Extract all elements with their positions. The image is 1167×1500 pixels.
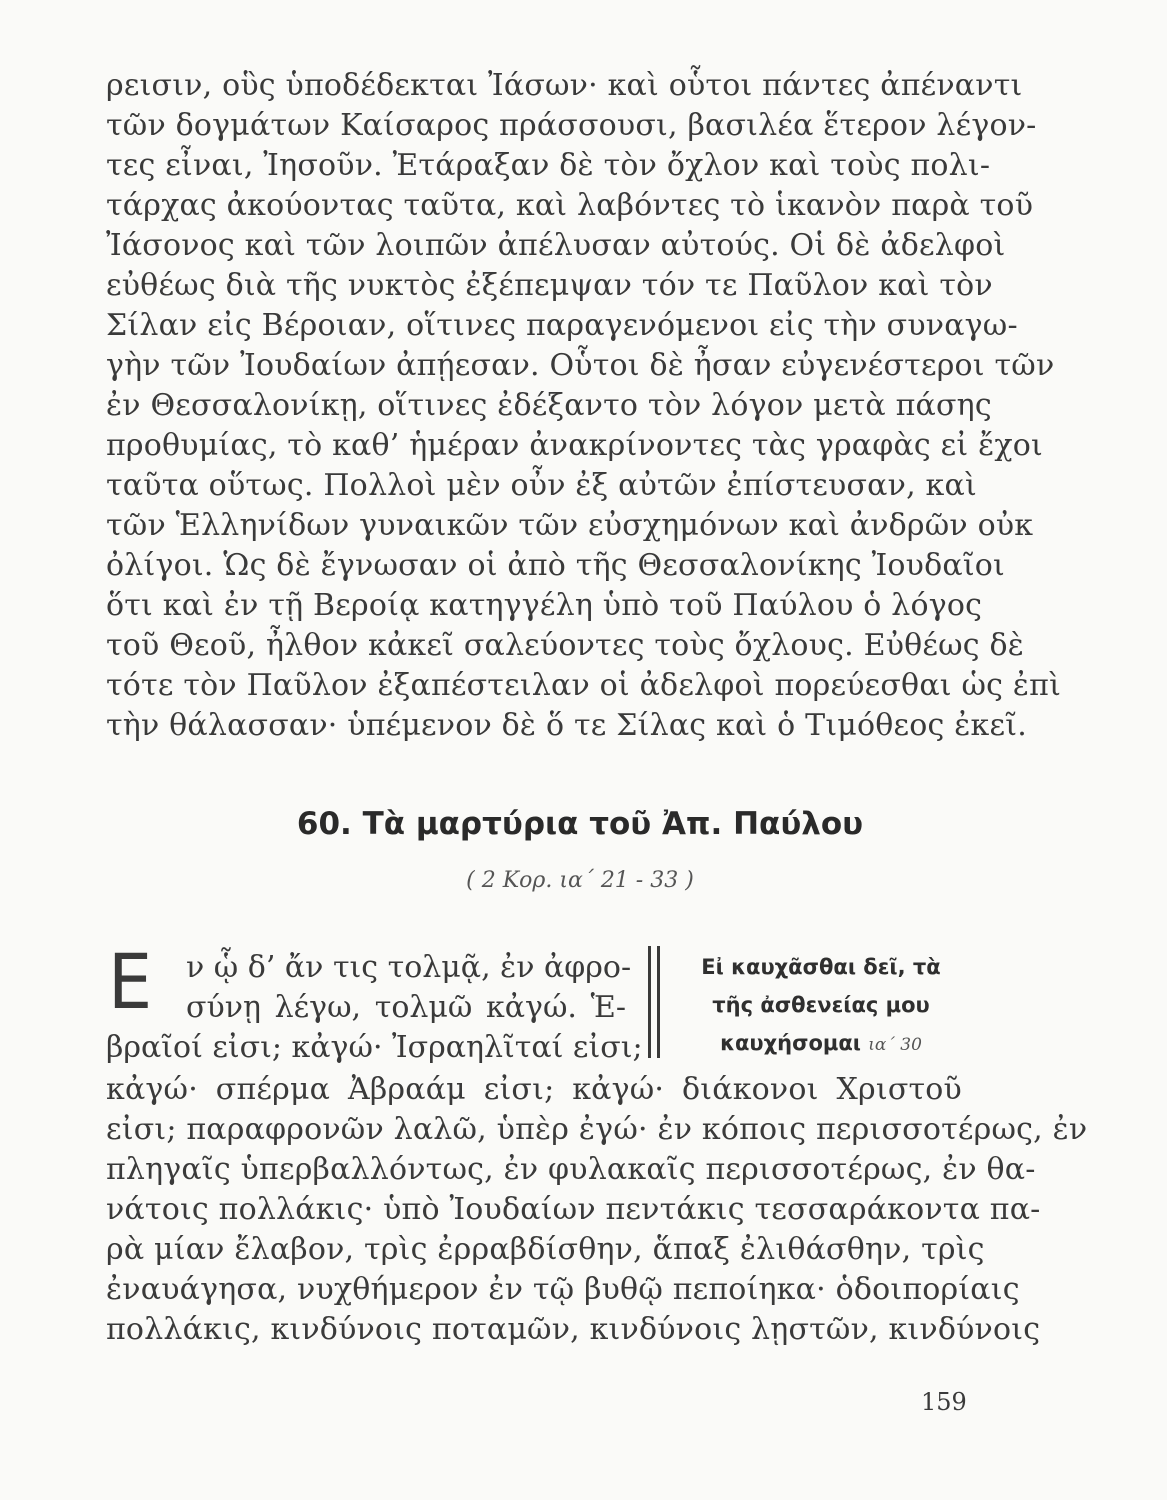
text-line: πολλάκις, κινδύνοις ποταμῶν, κινδύνοις λῃστῶν, κινδύνοις xyxy=(106,1312,1041,1347)
sidenote-line: Εἰ καυχᾶσθαι δεῖ, τὰ xyxy=(701,955,941,979)
sidenote-text: καυχήσομαι xyxy=(720,1031,861,1055)
text-line: κἀγώ· σπέρμα Ἀβραάμ εἰσι; κἀγώ· διάκονοι Χριστοῦ xyxy=(106,1072,962,1107)
page-number: 159 xyxy=(921,1388,967,1416)
text-line: Σίλαν εἰς Βέροιαν, οἵτινες παραγενόμενοι εἰς τὴν συναγω- xyxy=(106,308,1018,343)
text-line: τὴν θάλασσαν· ὑπέμενον δὲ ὅ τε Σίλας καὶ ὁ Τιμόθεος ἐκεῖ. xyxy=(106,708,1027,743)
text-line: ὅτι καὶ ἐν τῇ Βεροίᾳ κατηγγέλη ὑπὸ τοῦ Παύλου ὁ λόγος xyxy=(106,588,983,623)
text-line: προθυμίας, τὸ καθ’ ἡμέραν ἀνακρίνοντες τὰς γραφὰς εἰ ἔχοι xyxy=(106,428,1044,463)
text-line: γὴν τῶν Ἰουδαίων ἀπῄεσαν. Οὗτοι δὲ ἦσαν εὐγενέστεροι τῶν xyxy=(106,348,1055,383)
sidenote-rule xyxy=(648,946,651,1058)
text-line: τοῦ Θεοῦ, ἦλθον κἀκεῖ σαλεύοντες τοὺς ὄχλους. Εὐθέως δὲ xyxy=(106,628,1025,663)
text-line: τῶν Ἑλληνίδων γυναικῶν τῶν εὐσχημόνων καὶ ἀνδρῶν οὐκ xyxy=(106,508,1034,543)
text-line: ἐν Θεσσαλονίκῃ, οἵτινες ἐδέξαντο τὸν λόγον μετὰ πάσης xyxy=(106,388,992,423)
sidenote-rule xyxy=(657,946,660,1058)
scripture-reference: ( 2 Κορ. ια΄ 21 - 33 ) xyxy=(466,868,694,893)
text-line: τῶν δογμάτων Καίσαρος πράσσουσι, βασιλέα ἕτερον λέγον- xyxy=(106,108,1037,143)
text-line: Ἰάσονος καὶ τῶν λοιπῶν ἀπέλυσαν αὐτούς. Οἱ δὲ ἀδελφοὶ xyxy=(106,228,1006,263)
drop-cap: Ε xyxy=(108,937,153,1026)
text-line: τότε τὸν Παῦλον ἐξαπέστειλαν οἱ ἀδελφοὶ πορεύεσθαι ὡς ἐπὶ xyxy=(106,668,1062,703)
text-line: πληγαῖς ὑπερβαλλόντως, ἐν φυλακαῖς περισσοτέρως, ἐν θα- xyxy=(106,1152,1036,1187)
text-line: ταῦτα οὕτως. Πολλοὶ μὲν οὖν ἐξ αὐτῶν ἐπίστευσαν, καὶ xyxy=(106,468,977,503)
intro-line: ν ᾧ δ’ ἄν τις τολμᾷ, ἐν ἀφρο- xyxy=(186,950,632,985)
text-line: τάρχας ἀκούοντας ταῦτα, καὶ λαβόντες τὸ ἱκανὸν παρὰ τοῦ xyxy=(106,188,1034,223)
text-line: νάτοις πολλάκις· ὑπὸ Ἰουδαίων πεντάκις τεσσαράκοντα πα- xyxy=(106,1192,1041,1227)
sidenote-line: τῆς ἀσθενείας μου xyxy=(712,993,930,1017)
intro-line: σύνῃ λέγω, τολμῶ κἀγώ. Ἑ- xyxy=(186,990,626,1025)
text-line: ρεισιν, οὓς ὑποδέδεκται Ἰάσων· καὶ οὗτοι πάντες ἀπέναντι xyxy=(106,68,1023,103)
text-line: τες εἶναι, Ἰησοῦν. Ἐτάραξαν δὲ τὸν ὄχλον καὶ τοὺς πολι- xyxy=(106,148,991,183)
text-line: ρὰ μίαν ἔλαβον, τρὶς ἐρραβδίσθην, ἅπαξ ἐλιθάσθην, τρὶς xyxy=(106,1232,985,1267)
sidenote-reference: ια΄ 30 xyxy=(868,1035,922,1055)
intro-line: βραῖοί εἰσι; κἀγώ· Ἰσραηλῖταί εἰσι; xyxy=(106,1030,643,1065)
sidenote xyxy=(676,948,966,1064)
sidenote-line xyxy=(676,1024,966,1064)
text-line: εὐθέως διὰ τῆς νυκτὸς ἐξέπεμψαν τόν τε Παῦλον καὶ τὸν xyxy=(106,268,993,303)
text-line: εἰσι; παραφρονῶν λαλῶ, ὑπὲρ ἐγώ· ἐν κόποις περισσοτέρως, ἐν xyxy=(106,1112,1088,1147)
text-line: ἐναυάγησα, νυχθήμερον ἐν τῷ βυθῷ πεποίηκα· ὁδοιπορίαις xyxy=(106,1272,1020,1307)
section-heading: 60. Τὰ μαρτύρια τοῦ Ἀπ. Παύλου xyxy=(296,806,864,842)
text-line: ὀλίγοι. Ὡς δὲ ἔγνωσαν οἱ ἀπὸ τῆς Θεσσαλονίκης Ἰουδαῖοι xyxy=(106,548,1006,583)
